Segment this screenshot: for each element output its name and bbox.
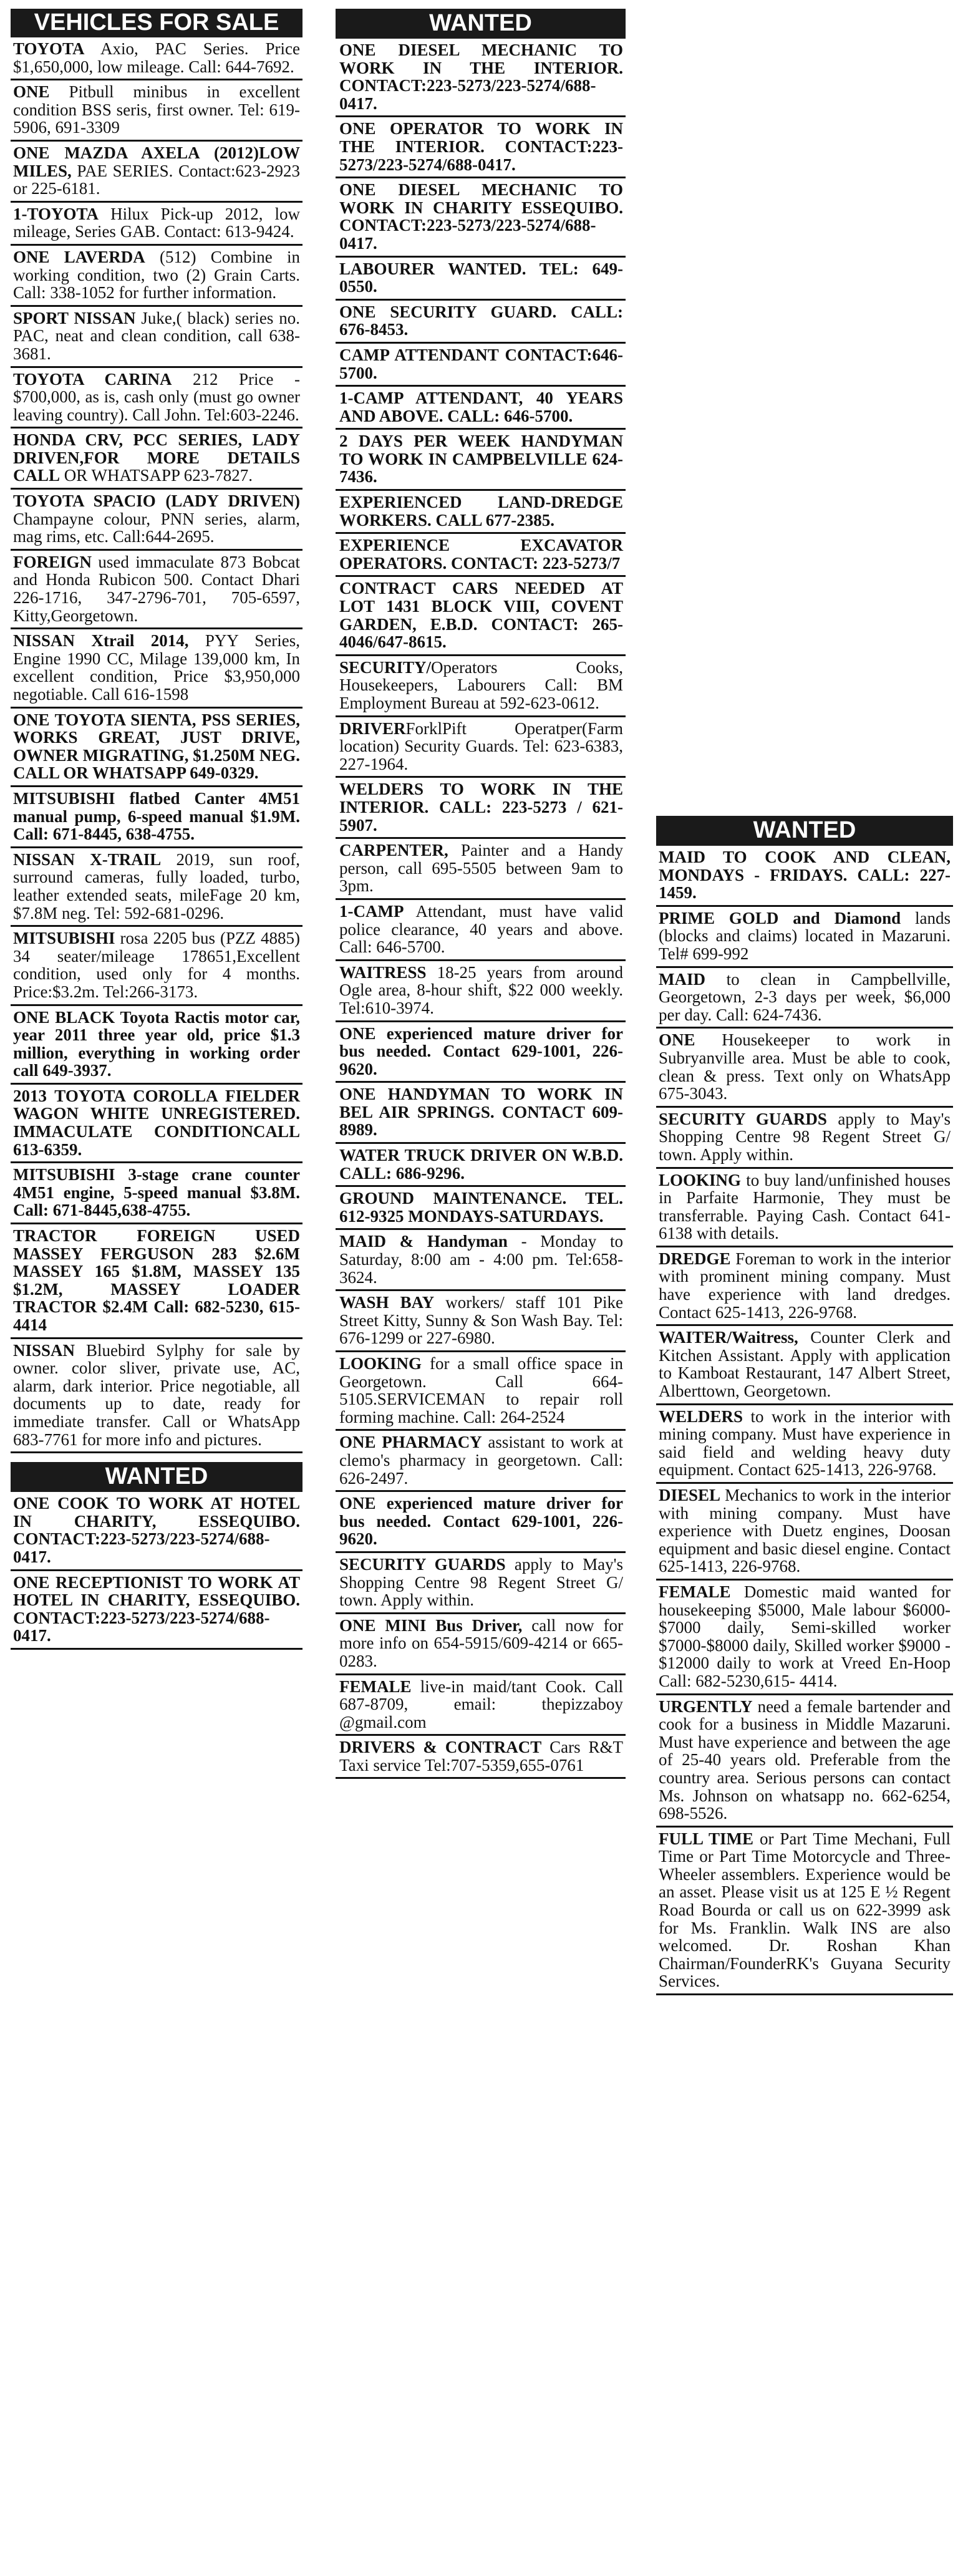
ad-lead: MITSUBISHI (13, 929, 115, 948)
classified-ad (11, 848, 302, 927)
ad-lead: FEMALE (339, 1677, 412, 1696)
classified-ad (336, 39, 626, 117)
section-header-wanted: WANTED (336, 9, 626, 39)
ad-text: Cars R&T Taxi service Tel:707-5359,655-0761 (339, 1738, 623, 1775)
classified-ad (336, 1022, 626, 1083)
ad-text: Domestic maid wanted for housekeeping $5000, Male labour $6000- $7000 daily, Semi-skilled worker $7000-$8000 daily, Skilled worker $9000 - $12000 daily to work at Vreed En-Hoop Call: 682-5230,615- 4414. (659, 1582, 951, 1690)
ad-lead: 1-TOYOTA (13, 204, 99, 223)
classified-ad (656, 1695, 953, 1828)
classified-ad (656, 1108, 953, 1169)
ad-lead: EXPERIENCED LAND-DREDGE WORKERS. CALL 677-2385. (339, 493, 623, 530)
ad-lead: LABOURER WANTED. TEL: 649-0550. (339, 259, 623, 296)
ads-list-vehicles (11, 37, 302, 1453)
ad-lead: SECURITY GUARDS (339, 1554, 506, 1574)
ad-text: 212 Price - $700,000, as is, cash only (must go owner leaving country). Call John. Tel:603-2246. (13, 369, 301, 424)
ad-text: PYY Series, Engine 1990 CC, Milage 139,000 km, In excellent condition, Price $3,950,000 negotiable. Call 616-1598 (13, 631, 301, 704)
ad-lead: MITSUBISHI 3-stage crane counter 4M51 engine, 5-speed manual $3.8M. Call: 671-8445,638-4755. (13, 1165, 300, 1220)
classified-ad (11, 1339, 302, 1454)
section-header-wanted: WANTED (11, 1462, 302, 1492)
classified-ad (336, 387, 626, 430)
ad-lead: DREDGE (659, 1249, 731, 1268)
ad-text: Hilux Pick-up 2012, low mileage, Series GAB. Contact: 613-9424. (13, 204, 300, 241)
ad-lead: ONE PHARMACY (339, 1433, 482, 1452)
ad-text: apply to May's Shopping Centre 98 Regent Street G/ town. Apply within. (659, 1109, 951, 1164)
classified-ad (11, 551, 302, 629)
ad-lead: 1-CAMP ATTENDANT, 40 YEARS AND ABOVE. CALL: 646-5700. (339, 389, 623, 425)
classified-ad (336, 178, 626, 257)
section-header-wanted: WANTED (656, 816, 953, 846)
ad-text: Foreman to work in the interior with prominent mining company. Must have experience with land dredges. Contact 625-1413, 226-9768. (659, 1249, 951, 1322)
ad-text: need a female bartender and cook for a business in Middle Mazaruni. Must have experience and between the age of 25-40 years old. Preferable from the country area. Serious persons can contact Ms. Johnson on whatsapp no. 662-6254, 698-5526. (659, 1697, 951, 1823)
classified-ad (656, 846, 953, 907)
classified-ad (336, 1352, 626, 1431)
ad-lead: ONE TOYOTA SIENTA, PSS SERIES, WORKS GREAT, JUST DRIVE, OWNER MIGRATING, $1.250M NEG. CALL OR WHATSAPP 649-0329. (13, 710, 301, 783)
classified-ad (336, 778, 626, 839)
classified-ad (11, 1571, 302, 1650)
ad-text: 18-25 years from around Ogle area, 8-hour shift, $22 000 weekly. Tel:610-3974. (339, 962, 623, 1017)
ad-text: Axio, PAC Series. Price $1,650,000, low mileage. Call: 644-7692. (13, 39, 300, 76)
classified-ad (11, 1492, 302, 1571)
ad-lead: MAID (659, 969, 705, 989)
ad-lead: SECURITY GUARDS (659, 1109, 827, 1128)
ad-lead: 1-CAMP (339, 901, 404, 921)
ad-lead: ONE MINI Bus Driver, (339, 1615, 523, 1635)
ad-text: to work in the interior with mining company. Must have experience in said field and welding heavy duty equipment. Contact 625-1413, 226-9768. (659, 1407, 951, 1479)
ad-lead: CARPENTER, (339, 841, 448, 860)
ad-lead: WELDERS (659, 1407, 743, 1426)
ad-text: lands (blocks and claims) located in Mazaruni. Tel# 699-992 (659, 908, 951, 963)
ad-lead: MAID & Handyman (339, 1232, 508, 1251)
classified-ad (656, 907, 953, 968)
ad-lead: DIESEL (659, 1486, 721, 1504)
ad-text: OR WHATSAPP 623-7827. (60, 466, 253, 485)
classified-ad (336, 1291, 626, 1352)
ad-lead: PRIME GOLD and Diamond (659, 908, 901, 927)
ad-lead: CONTRACT CARS NEEDED AT LOT 1431 BLOCK VIII, COVENT GARDEN, E.B.D. CONTACT: 265-4046/647-8615. (339, 579, 623, 652)
ad-lead: ONE experienced mature driver for bus needed. Contact 629-1001, 226-9620. (339, 1024, 623, 1078)
ad-text: assistant to work at clemo's pharmacy in georgetown. Call: 626-2497. (339, 1433, 623, 1488)
classified-ad (11, 307, 302, 368)
classified-ad (11, 80, 302, 142)
ad-lead: WAITRESS (339, 962, 427, 982)
classified-ad (336, 1431, 626, 1492)
ad-lead: ONE SECURITY GUARD. CALL: 676-8453. (339, 302, 623, 339)
ad-lead: ONE DIESEL MECHANIC TO WORK IN CHARITY ESSEQUIBO. CONTACT:223-5273/223-5274/688-0417. (339, 180, 623, 253)
ad-lead: 2013 TOYOTA COROLLA FIELDER WAGON WHITE UNREGISTERED. IMMACULATE CONDITIONCALL 613-6359. (13, 1086, 300, 1159)
classified-ad (336, 656, 626, 717)
ad-lead: MAID TO COOK AND CLEAN, MONDAYS - FRIDAYS. CALL: 227-1459. (659, 848, 951, 903)
section-header-vehicles: VEHICLES FOR SALE (11, 9, 302, 37)
classified-ad (11, 1224, 302, 1339)
classified-ad (336, 717, 626, 778)
classified-ad (656, 968, 953, 1029)
ad-text: Counter Clerk and Kitchen Assistant. Apply with application to Kamboat Restaurant, 147 Albert Street, Alberttown, Georgetown. (659, 1328, 951, 1401)
classified-ad (11, 629, 302, 708)
ads-list-wanted-3 (656, 846, 953, 1995)
ad-lead: LOOKING (659, 1170, 742, 1189)
ad-text: PAE SERIES. Contact:623-2923 or 225-6181. (13, 161, 300, 198)
ad-text: 2019, sun roof, surround cameras, fully loaded, turbo, leather extended seats, mileFage 20 km, $7.8M neg. Tel: 592-681-0296. (13, 850, 301, 922)
ad-text: Painter and a Handy person, call 695-5505 between 9am to 3pm. (339, 841, 623, 896)
ad-lead: ONE OPERATOR TO WORK IN THE INTERIOR. CONTACT:223-5273/223-5274/688-0417. (339, 119, 623, 174)
ad-lead: DRIVER (339, 719, 406, 738)
classified-ad (336, 301, 626, 344)
ad-text: apply to May's Shopping Centre 98 Regent Street G/ town. Apply within. (339, 1554, 623, 1610)
ad-text: - Monday to Saturday, 8:00 am - 4:00 pm. Tel:658-3624. (339, 1232, 623, 1287)
ad-text: workers/ staff 101 Pike Street Kitty, Sunny & Son Wash Bay. Tel: 676-1299 or 227-6980. (339, 1293, 623, 1348)
ad-text: Bluebird Sylphy for sale by owner. color sliver, private use, AC, alarm, dark interior. Price negotiable, all documents up to date, ready for immediate transfer. Call or WhatsApp 683-7761 for more info and pictures. (13, 1340, 300, 1449)
classified-ad (336, 839, 626, 900)
ad-text: ForklPift Operatper(Farm location) Security Guards. Tel: 623-6383, 227-1964. (339, 719, 623, 773)
ad-lead: TOYOTA (13, 39, 85, 58)
ad-lead: GROUND MAINTENANCE. TEL. 612-9325 MONDAYS-SATURDAYS. (339, 1189, 623, 1226)
ad-text: (512) Combine in working condition, two (2) Grain Carts. Call: 338-1052 for further information. (13, 247, 300, 303)
ad-text: used immaculate 873 Bobcat and Honda Rubicon 500. Contact Dhari 226-1716, 347-2796-701, 705-6597, Kitty,Georgetown. (13, 552, 300, 625)
classified-ad (336, 900, 626, 961)
classified-ad (336, 1492, 626, 1553)
classified-ad (11, 368, 302, 429)
ad-lead: SPORT NISSAN (13, 308, 136, 327)
ad-text: live-in maid/tant Cook. Call 687-8709, email: thepizzaboy @gmail.com (339, 1677, 623, 1731)
ad-lead: ONE COOK TO WORK AT HOTEL IN CHARITY, ESSEQUIBO. CONTACT:223-5273/223-5274/688-0417. (13, 1494, 300, 1566)
classified-ad (11, 1163, 302, 1224)
classified-ad (336, 430, 626, 491)
classified-ad (11, 142, 302, 203)
classified-ad (336, 258, 626, 301)
ad-lead: ONE (13, 82, 50, 102)
classified-ad (11, 490, 302, 551)
classified-ad (11, 1085, 302, 1163)
ad-lead: MITSUBISHI flatbed Canter 4M51 manual pump, 6-speed manual $1.9M. Call: 671-8445, 638-4755. (13, 788, 300, 844)
classified-ad (656, 1828, 953, 1995)
ad-lead: ONE DIESEL MECHANIC TO WORK IN THE INTERIOR. CONTACT:223-5273/223-5274/688-0417. (339, 41, 623, 113)
classified-ad (11, 203, 302, 246)
classified-ad (656, 1169, 953, 1247)
classified-ad (11, 787, 302, 848)
ad-lead: WAITER/Waitress, (659, 1328, 798, 1347)
classified-ad (336, 1187, 626, 1230)
ad-lead: SECURITY/ (339, 657, 432, 677)
classified-ad (11, 927, 302, 1005)
ad-text: Attendant, must have valid police clearance, 40 years and above. Call: 646-5700. (339, 901, 623, 957)
ad-lead: HONDA CRV, PCC SERIES, LADY DRIVEN,FOR MORE DETAILS CALL (13, 430, 300, 485)
ad-lead: TOYOTA SPACIO (LADY DRIVEN) (13, 491, 300, 511)
classified-ad (336, 961, 626, 1022)
classified-ad (336, 344, 626, 387)
classified-ad (656, 1405, 953, 1484)
ad-lead: ONE MAZDA AXELA (2012)LOW MILES, (13, 143, 300, 180)
classified-ad (336, 1083, 626, 1144)
classified-ad (656, 1326, 953, 1405)
ad-lead: TRACTOR FOREIGN USED MASSEY FERGUSON 283 $2.6M MASSEY 165 $1.8M, MASSEY 135 $1.2M, MASSEY LOADER TRACTOR $2.4M Call: 682-5230, 615-4414 (13, 1226, 300, 1334)
classified-ad (336, 1736, 626, 1779)
ad-lead: TOYOTA CARINA (13, 369, 172, 389)
ad-text: Mechanics to work in the interior with mining company. Must have experience with Duetz engines, Doosan equipment and basic diesel engine. Contact 625-1413, 226-9768. (659, 1486, 951, 1576)
ad-lead: ONE HANDYMAN TO WORK IN BEL AIR SPRINGS. CONTACT 609-8989. (339, 1085, 623, 1140)
classified-ad (656, 1247, 953, 1326)
ad-text: Juke,( black) series no. PAC, neat and clean condition, call 638-3681. (13, 308, 300, 363)
ads-list-wanted-1 (11, 1492, 302, 1650)
ad-text: rosa 2205 bus (PZZ 4885) 34 seater/mileage 178651,Excellent condition, used only for 4 months. Price:$3.2m. Tel:266-3173. (13, 929, 300, 1001)
column-wanted-right (656, 816, 953, 1995)
ad-lead: FULL TIME (659, 1829, 753, 1848)
ad-lead: ONE (659, 1030, 695, 1050)
classified-ad (336, 1614, 626, 1675)
classified-ad (336, 1230, 626, 1291)
classified-ad (656, 1581, 953, 1695)
ad-lead: WASH BAY (339, 1293, 435, 1312)
classified-ad (336, 1144, 626, 1187)
ad-lead: ONE LAVERDA (13, 247, 145, 266)
classified-ad (11, 37, 302, 80)
ad-lead: WELDERS TO WORK IN THE INTERIOR. CALL: 223-5273 / 621-5907. (339, 780, 623, 835)
classified-ad (656, 1484, 953, 1581)
ad-lead: EXPERIENCE EXCAVATOR OPERATORS. CONTACT: 223-5273/7 (339, 536, 623, 573)
ad-lead: URGENTLY (659, 1697, 753, 1716)
ad-text: call now for more info on 654-5915/609-4214 or 665-0283. (339, 1615, 623, 1670)
ad-lead: ONE BLACK Toyota Ractis motor car, year 2011 three year old, price $1.3 million, everything in working order call 649-3937. (13, 1007, 300, 1080)
ad-text: to clean in Campbellville, Georgetown, 2-3 days per week, $6,000 per day. Call: 624-7436. (659, 969, 951, 1024)
classified-ad (336, 1553, 626, 1614)
ad-text: for a small office space in Georgetown. Call 664-5105.SERVICEMAN to repair roll forming machine. Call: 264-2524 (339, 1354, 623, 1426)
column-wanted (336, 9, 626, 1779)
ad-text: to buy land/unfinished houses in Parfaite Harmonie, They must be transferrable. Paying Cash. Contact 641-6138 with details. (659, 1170, 951, 1243)
ad-lead: ONE RECEPTIONIST TO WORK AT HOTEL IN CHARITY, ESSEQUIBO. CONTACT:223-5273/223-5274/688-0417. (13, 1572, 300, 1645)
ad-lead: FOREIGN (13, 552, 92, 571)
ad-lead: NISSAN Xtrail 2014, (13, 631, 189, 651)
classified-ad (336, 117, 626, 178)
ad-text: Operators Cooks, Housekeepers, Labourers Call: BM Employment Bureau at 592-623-0612. (339, 657, 623, 712)
classified-ad (11, 246, 302, 307)
ad-lead: WATER TRUCK DRIVER ON W.B.D. CALL: 686-9296. (339, 1146, 623, 1183)
ad-text: or Part Time Mechani, Full Time or Part Time Motorcycle and Three-Wheeler assemblers. Experience would be an asset. Please visit us at 125 E ½ Regent Road Bourda or call us on 622-3999 ask for Ms. Franklin. Walk INS are also welcomed. Dr. Roshan Khan Chairman/FounderRK's Guyana Security Services. (659, 1829, 951, 1991)
classified-ad (11, 1006, 302, 1085)
ads-list-wanted-2 (336, 39, 626, 1779)
classified-ad (656, 1029, 953, 1107)
column-vehicles (11, 9, 302, 1650)
classified-ad (11, 709, 302, 787)
classified-ad (336, 1675, 626, 1736)
ad-text: Pitbull minibus in excellent condition BSS seris, first owner. Tel: 619-5906, 691-3309 (13, 82, 300, 137)
ad-text: Housekeeper to work in Subryanville area. Must be able to cook, clean & press. Text only on WhatsApp 675-3043. (659, 1030, 951, 1103)
ad-lead: FEMALE (659, 1582, 731, 1601)
ad-lead: NISSAN X-TRAIL (13, 850, 162, 869)
ad-lead: DRIVERS & CONTRACT (339, 1738, 542, 1757)
ad-lead: LOOKING (339, 1354, 422, 1373)
ad-text: Champayne colour, PNN series, alarm, mag rims, etc. Call:644-2695. (13, 509, 300, 546)
classified-ad (336, 534, 626, 577)
classified-ad (11, 429, 302, 490)
classified-ad (336, 491, 626, 534)
ad-lead: NISSAN (13, 1340, 75, 1360)
classified-ad (336, 577, 626, 656)
ad-lead: CAMP ATTENDANT CONTACT:646-5700. (339, 345, 623, 382)
ad-lead: 2 DAYS PER WEEK HANDYMAN TO WORK IN CAMPBELVILLE 624-7436. (339, 432, 623, 487)
ad-lead: ONE experienced mature driver for bus needed. Contact 629-1001, 226-9620. (339, 1494, 623, 1549)
